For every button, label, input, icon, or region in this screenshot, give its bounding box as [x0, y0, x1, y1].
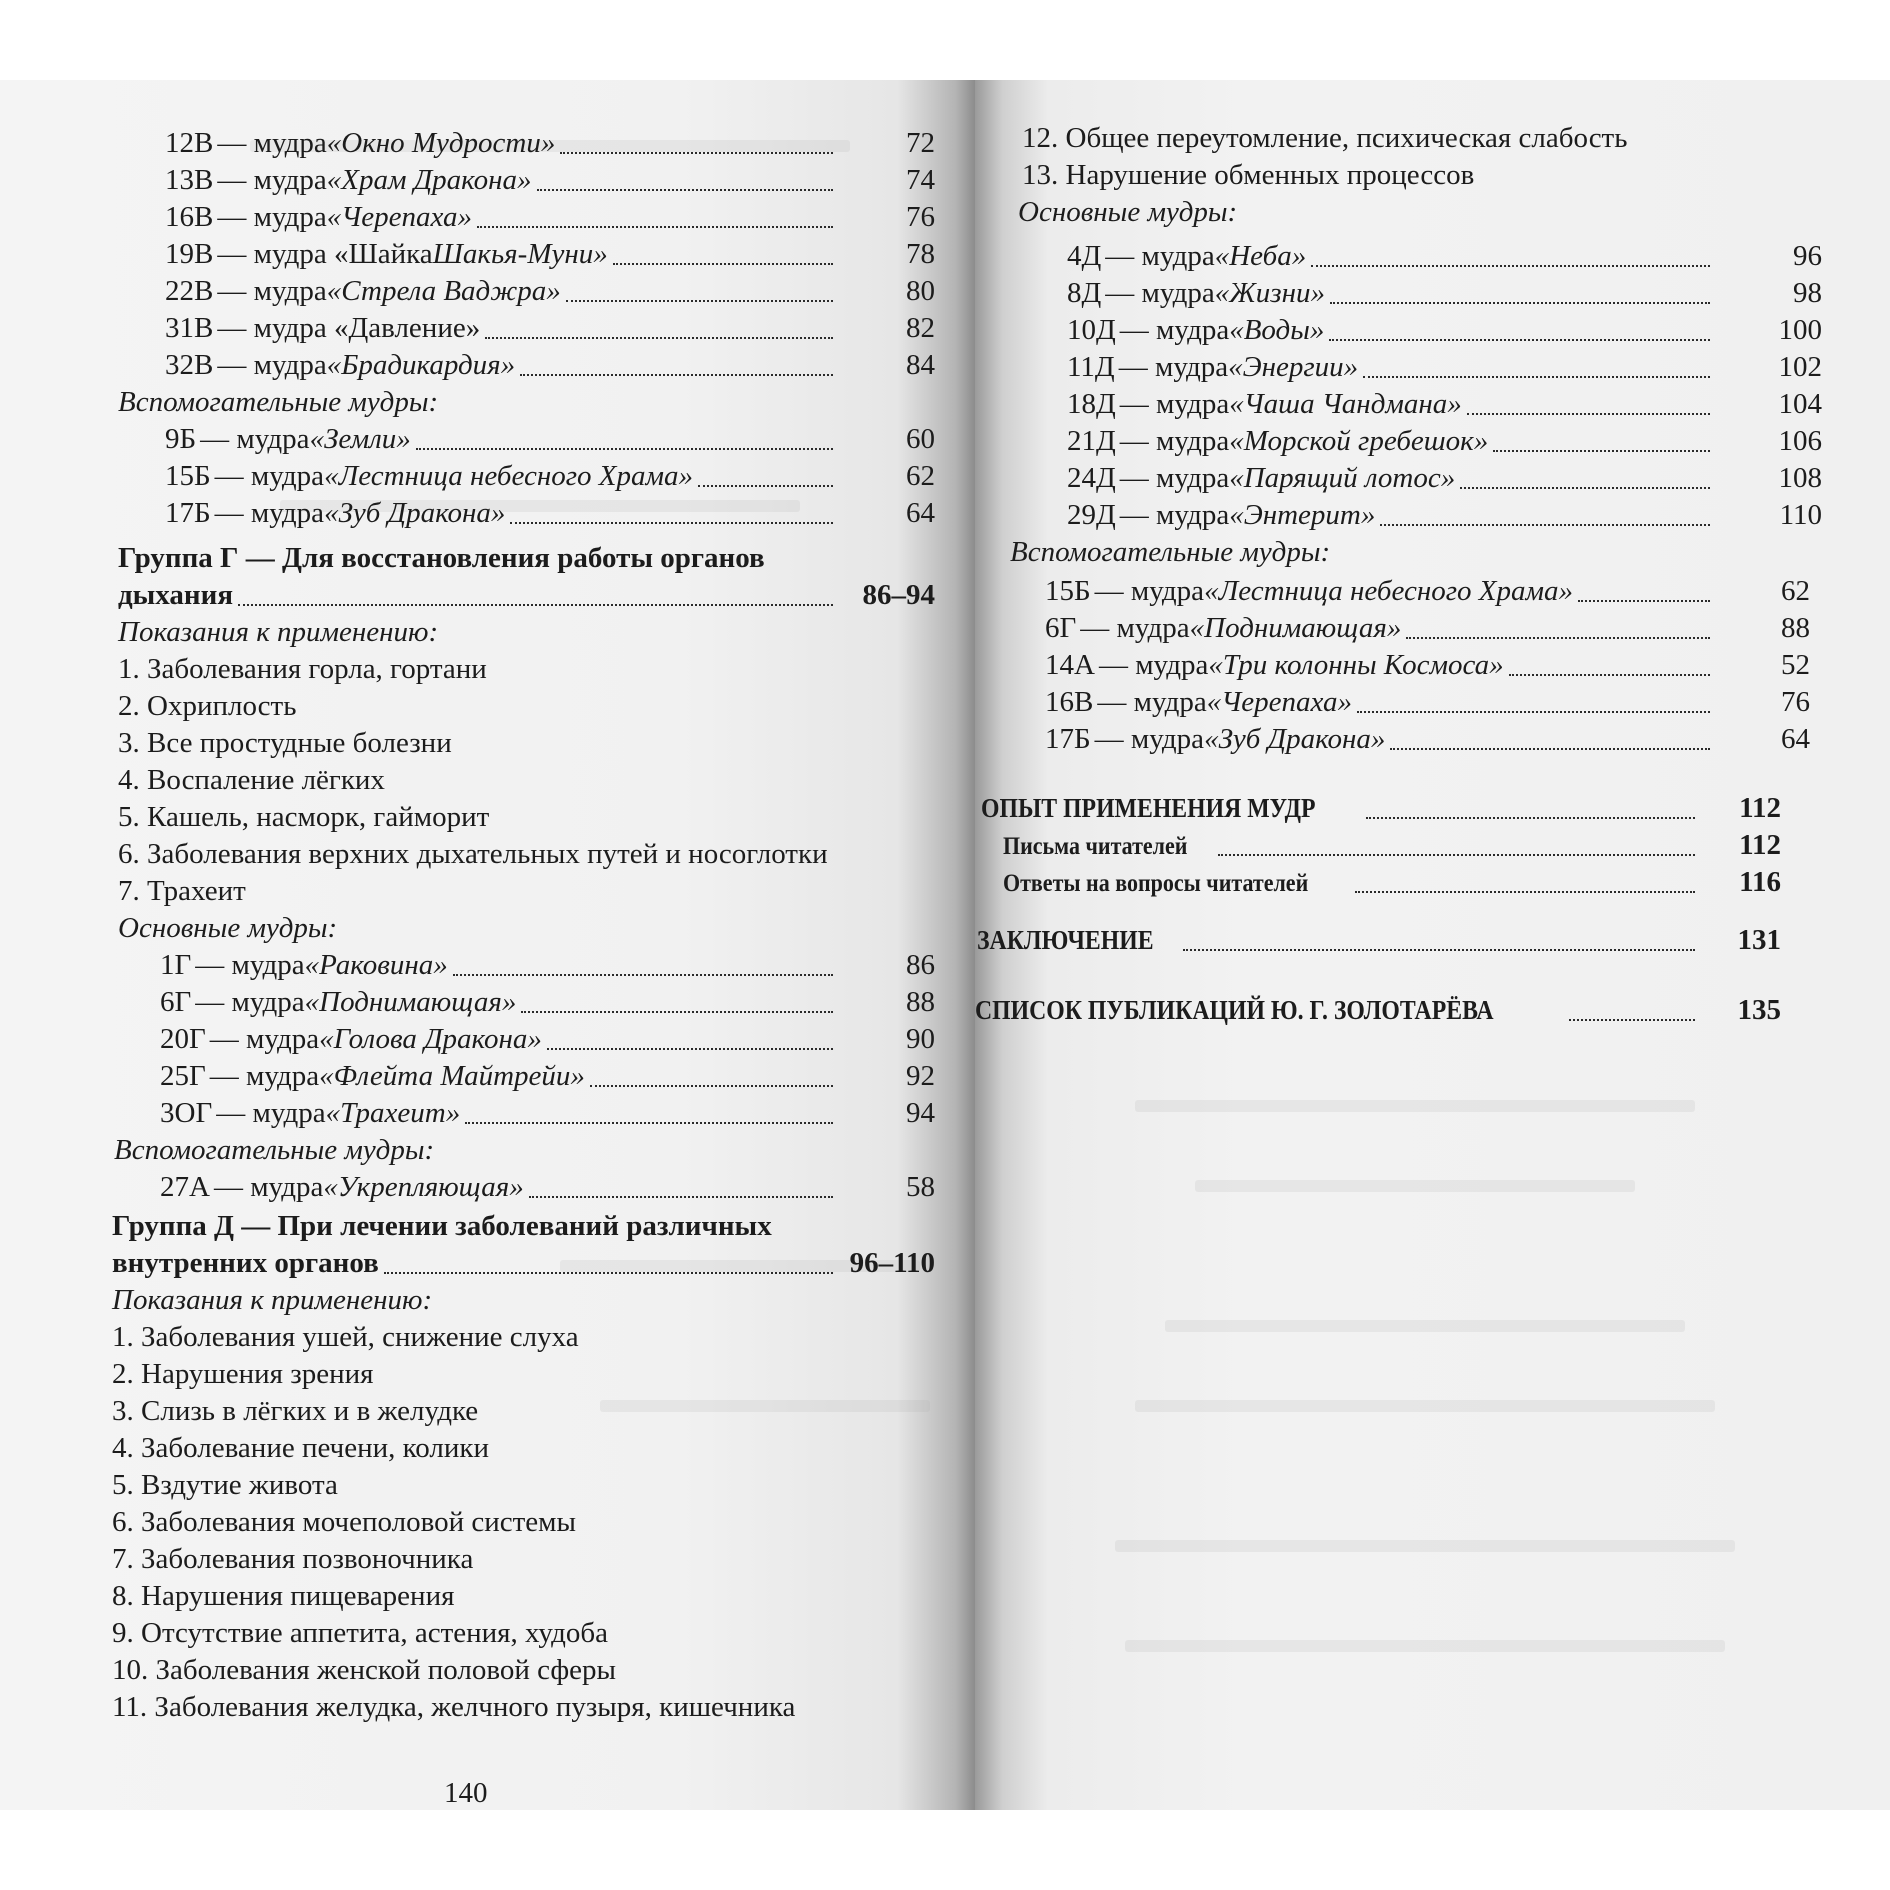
indication-item: [112, 1393, 478, 1430]
toc-entry: [1045, 610, 1810, 647]
indication-text: 1. Заболевания ушей, снижение слуха: [112, 1321, 579, 1353]
entry-page: 110: [1779, 499, 1822, 531]
subheading-main: [1018, 194, 1237, 231]
toc-entry: [160, 1021, 935, 1058]
leader-dots: [1366, 817, 1695, 819]
entry-page: 100: [1778, 314, 1822, 346]
entry-page: 78: [906, 238, 935, 270]
section-heading: [981, 790, 1781, 827]
indication-item: [1022, 157, 1474, 194]
group-title-cont: дыхания: [118, 579, 234, 611]
toc-entry: [165, 236, 935, 273]
leader-dots: [465, 1122, 833, 1124]
entry-name: «Черепаха»: [1206, 686, 1352, 718]
indication-item: [112, 1652, 616, 1689]
leader-dots: [1329, 339, 1710, 341]
entry-page: 92: [906, 1060, 935, 1092]
leader-dots: [384, 1272, 833, 1274]
right-page: [975, 80, 1890, 1810]
entry-code: 15Б: [165, 460, 211, 492]
entry-name: «Зуб Дракона»: [1204, 723, 1386, 755]
entry-code: 31В: [165, 312, 214, 344]
entry-prefix: — мудра «Давление»: [217, 312, 481, 344]
leader-dots: [477, 226, 833, 228]
section-title: СПИСОК ПУБЛИКАЦИЙ Ю. Г. ЗОЛОТАРЁВА: [975, 995, 1494, 1025]
entry-prefix: — мудра: [195, 949, 305, 981]
entry-code: 32В: [165, 349, 214, 381]
entry-code: 6Г: [160, 986, 192, 1018]
bleed-through-ghost: [1135, 1100, 1695, 1112]
indication-text: 7. Трахеит: [118, 875, 246, 907]
indication-text: 11. Заболевания желудка, желчного пузыря, кишечника: [112, 1691, 796, 1723]
entry-page: 94: [906, 1097, 935, 1129]
subheading-main: [118, 910, 337, 947]
section-title: Ответы на вопросы читателей: [1003, 870, 1309, 897]
group-pages: 96–110: [849, 1247, 935, 1279]
toc-entry: [1067, 238, 1822, 275]
entry-name: «Черепаха»: [326, 201, 472, 233]
leader-dots: [1467, 413, 1710, 415]
toc-entry: [165, 162, 935, 199]
entry-prefix: — мудра: [1119, 462, 1230, 494]
left-page: [0, 80, 975, 1810]
toc-entry: [160, 984, 935, 1021]
indication-item: [112, 1615, 608, 1652]
subheading-indications: [118, 614, 438, 651]
entry-prefix: — мудра: [1119, 499, 1230, 531]
entry-page: 72: [906, 127, 935, 159]
bleed-through-ghost: [1135, 1400, 1715, 1412]
toc-entry: [165, 458, 935, 495]
entry-name: «Раковина»: [304, 949, 448, 981]
indication-item: [118, 836, 828, 873]
entry-page: 86: [906, 949, 935, 981]
leader-dots: [1311, 265, 1710, 267]
entry-prefix: — мудра: [1094, 575, 1205, 607]
bleed-through-ghost: [1165, 1320, 1685, 1332]
toc-entry: [1067, 386, 1822, 423]
indication-text: 4. Заболевание печени, колики: [112, 1432, 489, 1464]
section-page: 112: [1739, 829, 1781, 861]
entry-code: 4Д: [1067, 240, 1102, 272]
leader-dots: [520, 374, 833, 376]
leader-dots: [1578, 600, 1710, 602]
entry-prefix: — мудра: [1119, 314, 1230, 346]
entry-code: 9Б: [165, 423, 197, 455]
indication-text: 6. Заболевания верхних дыхательных путей и носоглотки: [118, 838, 828, 870]
entry-page: 88: [1781, 612, 1810, 644]
toc-entry: [1067, 423, 1822, 460]
leader-dots: [416, 448, 833, 450]
leader-dots: [1357, 711, 1710, 713]
section-subheading: [1003, 864, 1781, 901]
entry-code: 3ОГ: [160, 1097, 213, 1129]
subheading-auxiliary: [118, 384, 438, 421]
leader-dots: [453, 974, 833, 976]
entry-page: 64: [1781, 723, 1810, 755]
subheading-text: Вспомогательные мудры:: [114, 1134, 435, 1166]
entry-code: 16В: [165, 201, 214, 233]
indication-text: 3. Слизь в лёгких и в желудке: [112, 1395, 479, 1427]
group-heading: [112, 1208, 772, 1245]
leader-dots: [1406, 637, 1710, 639]
indication-item: [118, 762, 385, 799]
leader-dots: [547, 1048, 833, 1050]
leader-dots: [529, 1196, 833, 1198]
group-pages: 86–94: [862, 579, 935, 611]
entry-name: «Зуб Дракона»: [324, 497, 506, 529]
entry-name: «Укрепляющая»: [323, 1171, 524, 1203]
entry-name: «Морской гребешок»: [1229, 425, 1489, 457]
toc-entry: [1045, 721, 1810, 758]
book-spread: [0, 80, 1890, 1810]
entry-prefix: — мудра: [209, 1060, 320, 1092]
entry-name: «Флейта Майтрейи»: [319, 1060, 585, 1092]
leader-dots: [1330, 302, 1710, 304]
leader-dots: [698, 485, 833, 487]
entry-code: 12В: [165, 127, 214, 159]
indication-text: 2. Охриплость: [118, 690, 297, 722]
leader-dots: [521, 1011, 833, 1013]
entry-code: 8Д: [1067, 277, 1102, 309]
entry-name: «Поднимающая»: [1189, 612, 1402, 644]
toc-entry: [165, 347, 935, 384]
leader-dots: [1569, 1019, 1695, 1021]
toc-entry: [1045, 647, 1810, 684]
leader-dots: [1183, 949, 1695, 951]
section-subheading: [1003, 827, 1781, 864]
entry-prefix: — мудра: [1080, 612, 1190, 644]
entry-page: 74: [906, 164, 935, 196]
entry-name: «Жизни»: [1214, 277, 1325, 309]
entry-prefix: — мудра: [214, 460, 325, 492]
toc-entry: [160, 1058, 935, 1095]
bleed-through-ghost: [1115, 1540, 1735, 1552]
section-title: Письма читателей: [1003, 833, 1188, 860]
entry-code: 17Б: [1045, 723, 1091, 755]
entry-name: «Земли»: [309, 423, 411, 455]
entry-name: «Лестница небесного Храма»: [1204, 575, 1573, 607]
section-page: 112: [1739, 792, 1781, 824]
subheading-text: Показания к применению:: [112, 1284, 433, 1316]
toc-entry: [165, 125, 935, 162]
entry-code: 20Г: [160, 1023, 206, 1055]
entry-prefix: — мудра: [1119, 425, 1230, 457]
indication-text: 1. Заболевания горла, гортани: [118, 653, 487, 685]
indication-text: 4. Воспаление лёгких: [118, 764, 385, 796]
entry-page: 84: [906, 349, 935, 381]
entry-prefix: — мудра: [1119, 388, 1230, 420]
leader-dots: [1493, 450, 1710, 452]
entry-name: «Трахеит»: [325, 1097, 461, 1129]
leader-dots: [238, 604, 833, 606]
toc-entry: [1067, 349, 1822, 386]
indication-text: 5. Вздутие живота: [112, 1469, 338, 1501]
entry-prefix: — мудра: [1105, 240, 1215, 272]
indication-text: 7. Заболевания позвоночника: [112, 1543, 474, 1575]
indication-item: [112, 1541, 473, 1578]
leader-dots: [613, 263, 833, 265]
toc-entry: [165, 310, 935, 347]
entry-code: 6Г: [1045, 612, 1077, 644]
indication-text: 8. Нарушения пищеварения: [112, 1580, 455, 1612]
entry-page: 88: [906, 986, 935, 1018]
entry-prefix: — мудра: [1105, 277, 1215, 309]
section-heading: [977, 922, 1781, 959]
subheading-text: Основные мудры:: [118, 912, 338, 944]
entry-name: «Воды»: [1229, 314, 1325, 346]
entry-code: 21Д: [1067, 425, 1116, 457]
entry-name: «Энтерит»: [1229, 499, 1376, 531]
indication-item: [112, 1504, 576, 1541]
leader-dots: [560, 152, 833, 154]
indication-item: [112, 1689, 795, 1726]
indication-item: [118, 799, 489, 836]
leader-dots: [1460, 487, 1710, 489]
entry-prefix: — мудра «Шайка: [217, 238, 433, 270]
indication-item: [1022, 120, 1627, 157]
page-number: 140: [444, 1777, 488, 1809]
indication-item: [112, 1356, 373, 1393]
entry-code: 18Д: [1067, 388, 1116, 420]
entry-code: 14А: [1045, 649, 1095, 681]
entry-name: «Окно Мудрости»: [326, 127, 556, 159]
entry-name: «Неба»: [1214, 240, 1307, 272]
indication-text: 13. Нарушение обменных процессов: [1022, 159, 1475, 191]
leader-dots: [1380, 524, 1710, 526]
entry-code: 29Д: [1067, 499, 1116, 531]
indication-item: [112, 1430, 489, 1467]
subheading-indications: [112, 1282, 432, 1319]
entry-name: «Три колонны Космоса»: [1208, 649, 1504, 681]
toc-entry: [165, 273, 935, 310]
entry-name: «Стрела Ваджра»: [326, 275, 561, 307]
entry-prefix: — мудра: [1097, 686, 1207, 718]
subheading-auxiliary: [1010, 534, 1330, 571]
entry-name: «Лестница небесного Храма»: [324, 460, 693, 492]
entry-code: 19В: [165, 238, 214, 270]
leader-dots: [1509, 674, 1710, 676]
entry-page: 76: [906, 201, 935, 233]
entry-prefix: — мудра: [195, 986, 305, 1018]
entry-name: «Поднимающая»: [304, 986, 517, 1018]
entry-name: Шакья-Муни»: [432, 238, 608, 270]
entry-code: 27А: [160, 1171, 210, 1203]
entry-code: 16В: [1045, 686, 1094, 718]
indication-text: 12. Общее переутомление, психическая слабость: [1022, 122, 1628, 154]
toc-entry: [160, 1095, 935, 1132]
group-heading-line: [118, 577, 935, 614]
entry-code: 13В: [165, 164, 214, 196]
entry-page: 58: [906, 1171, 935, 1203]
indication-item: [118, 873, 246, 910]
entry-prefix: — мудра: [1098, 649, 1209, 681]
entry-page: 90: [906, 1023, 935, 1055]
group-title-cont: внутренних органов: [112, 1247, 379, 1279]
leader-dots: [566, 300, 833, 302]
subheading-text: Вспомогательные мудры:: [1010, 536, 1331, 568]
entry-code: 25Г: [160, 1060, 206, 1092]
indication-text: 5. Кашель, насморк, гайморит: [118, 801, 490, 833]
leader-dots: [485, 337, 833, 339]
entry-prefix: — мудра: [200, 423, 310, 455]
toc-entry: [1067, 497, 1822, 534]
section-heading: [975, 992, 1781, 1029]
toc-entry: [1045, 684, 1810, 721]
entry-code: 17Б: [165, 497, 211, 529]
entry-name: «Брадикардия»: [326, 349, 516, 381]
group-title: Группа Д — При лечении заболеваний различных: [112, 1210, 772, 1242]
leader-dots: [1390, 748, 1710, 750]
toc-entry: [1067, 460, 1822, 497]
section-page: 116: [1739, 866, 1781, 898]
leader-dots: [510, 522, 833, 524]
bleed-through-ghost: [600, 1400, 930, 1412]
entry-code: 15Б: [1045, 575, 1091, 607]
entry-page: 60: [906, 423, 935, 455]
section-page: 131: [1737, 924, 1781, 956]
subheading-auxiliary: [114, 1132, 434, 1169]
entry-page: 98: [1793, 277, 1822, 309]
entry-prefix: — мудра: [216, 1097, 326, 1129]
entry-name: «Голова Дракона»: [319, 1023, 542, 1055]
entry-name: «Храм Дракона»: [326, 164, 532, 196]
entry-page: 102: [1778, 351, 1822, 383]
indication-item: [118, 651, 487, 688]
leader-dots: [1355, 891, 1695, 893]
entry-prefix: — мудра: [1118, 351, 1229, 383]
entry-name: «Чаша Чандмана»: [1229, 388, 1462, 420]
subheading-text: Основные мудры:: [1018, 196, 1238, 228]
entry-page: 104: [1778, 388, 1822, 420]
entry-page: 80: [906, 275, 935, 307]
entry-prefix: — мудра: [214, 497, 325, 529]
entry-page: 62: [906, 460, 935, 492]
entry-prefix: — мудра: [1094, 723, 1205, 755]
indication-item: [118, 725, 452, 762]
entry-page: 106: [1778, 425, 1822, 457]
entry-code: 10Д: [1067, 314, 1116, 346]
bleed-through-ghost: [1195, 1180, 1635, 1192]
bleed-through-ghost: [1125, 1640, 1725, 1652]
entry-code: 11Д: [1067, 351, 1115, 383]
indication-item: [112, 1467, 338, 1504]
toc-entry: [165, 495, 935, 532]
entry-code: 1Г: [160, 949, 192, 981]
entry-prefix: — мудра: [213, 1171, 324, 1203]
toc-entry: [165, 199, 935, 236]
entry-prefix: — мудра: [209, 1023, 320, 1055]
entry-prefix: — мудра: [217, 275, 327, 307]
indication-text: 6. Заболевания мочеполовой системы: [112, 1506, 576, 1538]
group-heading: [118, 540, 765, 577]
indication-text: 2. Нарушения зрения: [112, 1358, 374, 1390]
section-page: 135: [1737, 994, 1781, 1026]
group-title: Группа Г — Для восстановления работы органов: [118, 542, 765, 574]
leader-dots: [1218, 854, 1695, 856]
entry-prefix: — мудра: [217, 201, 327, 233]
entry-page: 64: [906, 497, 935, 529]
entry-prefix: — мудра: [217, 127, 327, 159]
leader-dots: [590, 1085, 833, 1087]
toc-entry: [160, 1169, 935, 1206]
toc-entry: [1067, 312, 1822, 349]
group-heading-line: [112, 1245, 935, 1282]
subheading-text: Показания к применению:: [118, 616, 439, 648]
entry-page: 76: [1781, 686, 1810, 718]
indication-item: [118, 688, 296, 725]
indication-text: 9. Отсутствие аппетита, астения, худоба: [112, 1617, 608, 1649]
toc-entry: [1067, 275, 1822, 312]
indication-item: [112, 1319, 579, 1356]
toc-entry: [160, 947, 935, 984]
section-title: ЗАКЛЮЧЕНИЕ: [977, 925, 1154, 955]
indication-text: 10. Заболевания женской половой сферы: [112, 1654, 616, 1686]
entry-page: 108: [1778, 462, 1822, 494]
entry-code: 24Д: [1067, 462, 1116, 494]
leader-dots: [1363, 376, 1710, 378]
indication-item: [112, 1578, 454, 1615]
subheading-text: Вспомогательные мудры:: [118, 386, 439, 418]
entry-page: 62: [1781, 575, 1810, 607]
entry-prefix: — мудра: [217, 164, 327, 196]
entry-prefix: — мудра: [217, 349, 327, 381]
entry-code: 22В: [165, 275, 214, 307]
toc-entry: [1045, 573, 1810, 610]
leader-dots: [537, 189, 833, 191]
indication-text: 3. Все простудные болезни: [118, 727, 452, 759]
entry-page: 82: [906, 312, 935, 344]
toc-entry: [165, 421, 935, 458]
entry-page: 52: [1781, 649, 1810, 681]
entry-name: «Энергии»: [1228, 351, 1359, 383]
entry-name: «Парящий лотос»: [1229, 462, 1456, 494]
entry-page: 96: [1793, 240, 1822, 272]
section-title: ОПЫТ ПРИМЕНЕНИЯ МУДР: [981, 793, 1316, 823]
